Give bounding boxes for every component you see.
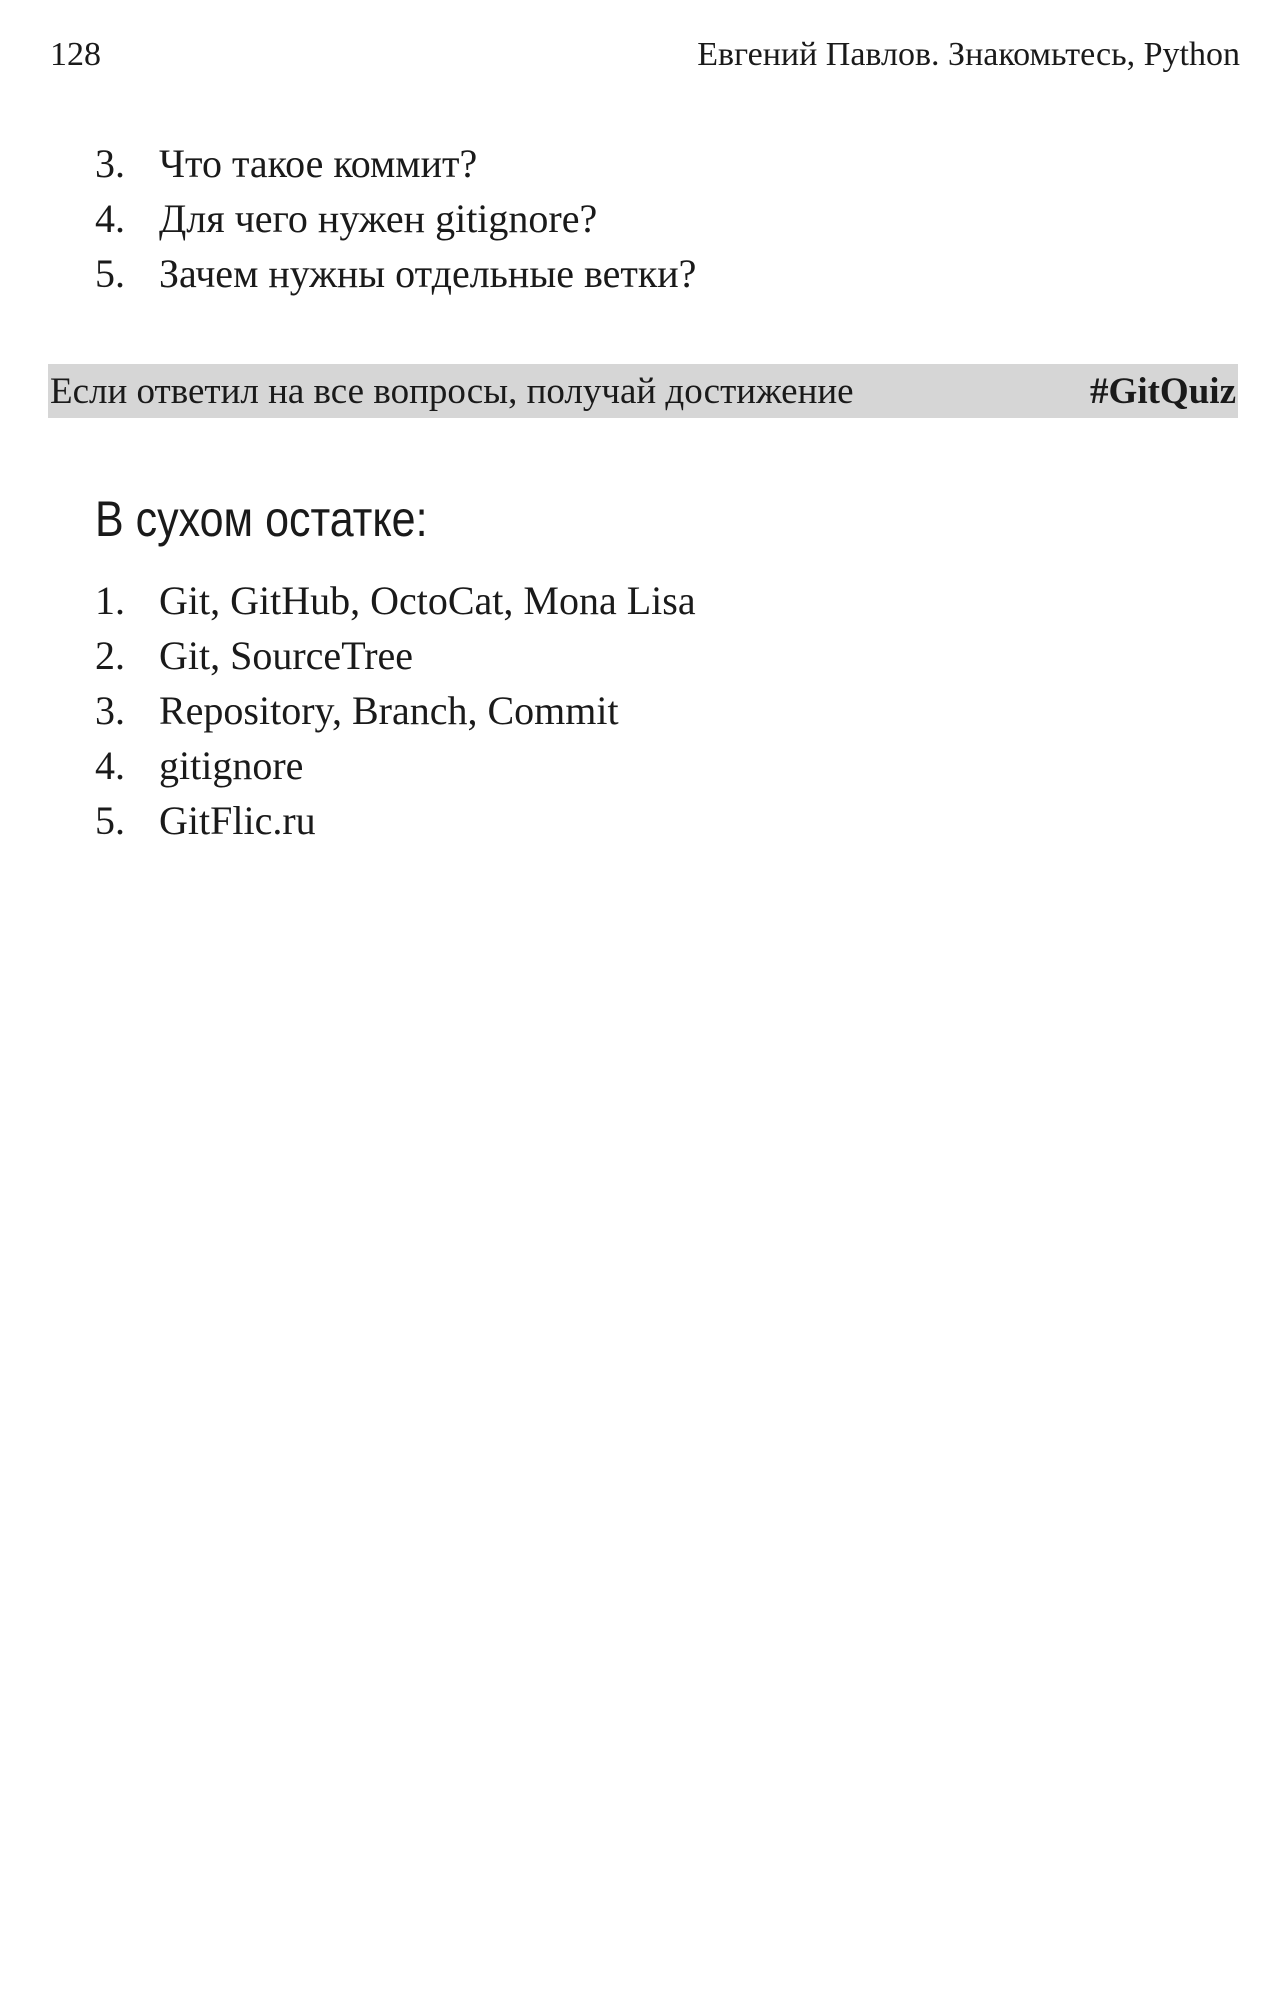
page-header [50, 30, 1240, 80]
list-item-number: 1. [95, 578, 125, 623]
list-item-text: gitignore [159, 743, 304, 788]
list-item-number: 4. [95, 196, 125, 241]
list-item-text: Git, GitHub, OctoCat, Mona Lisa [159, 578, 696, 623]
achievement-banner [48, 364, 1238, 418]
list-item-number: 2. [95, 633, 125, 678]
list-item [95, 136, 696, 191]
running-title: Евгений Павлов. Знакомьтесь, Python [697, 36, 1240, 73]
list-item-text: GitFlic.ru [159, 798, 316, 843]
list-item [95, 573, 696, 628]
summary-list [95, 573, 696, 848]
list-item-text: Git, SourceTree [159, 633, 414, 678]
list-item [95, 246, 696, 301]
list-item-number: 5. [95, 798, 125, 843]
banner-text: Если ответил на все вопросы, получай достижение [50, 370, 854, 412]
list-item-text: Для чего нужен gitignore? [159, 196, 598, 241]
list-item-text: Зачем нужны отдельные ветки? [159, 251, 697, 296]
list-item [95, 793, 696, 848]
list-item-number: 3. [95, 141, 125, 186]
list-item [95, 191, 696, 246]
list-item-number: 5. [95, 251, 125, 296]
list-item [95, 738, 696, 793]
list-item-text: Repository, Branch, Commit [159, 688, 619, 733]
list-item [95, 683, 696, 738]
list-item-text: Что такое коммит? [159, 141, 478, 186]
section-heading: В сухом остатке: [95, 491, 428, 547]
page-number: 128 [50, 36, 101, 73]
list-item [95, 628, 696, 683]
list-item-number: 3. [95, 688, 125, 733]
list-item-number: 4. [95, 743, 125, 788]
achievement-hashtag: #GitQuiz [1090, 370, 1236, 412]
question-list [95, 136, 696, 301]
